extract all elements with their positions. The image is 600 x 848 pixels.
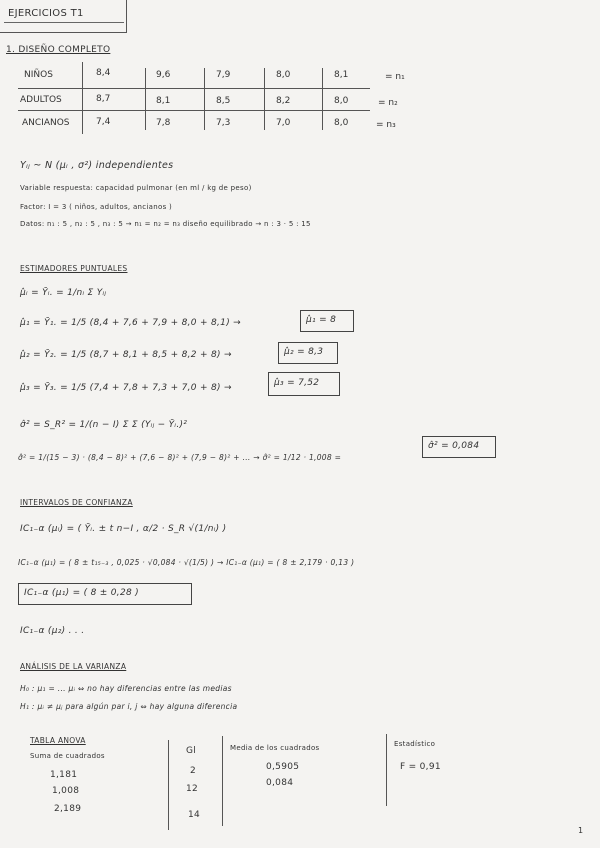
formula: μ̂ᵢ = Ȳᵢ. = 1/nᵢ Σ Yᵢⱼ — [20, 288, 107, 298]
table-rule — [82, 62, 83, 134]
formula: μ̂₁ = Ȳ₁. = 1/5 (8,4 + 7,6 + 7,9 + 8,0 + 8,1) → — [20, 318, 242, 328]
page-title: EJERCICIOS T1 — [8, 8, 84, 19]
table-cell: 8,0 — [276, 70, 291, 80]
table-rule — [264, 68, 265, 130]
table-cell: 8,2 — [276, 96, 291, 106]
result-value: μ̂₃ = 7,52 — [274, 378, 320, 388]
anova-cell: 1,008 — [52, 786, 80, 796]
table-cell: 9,6 — [156, 70, 171, 80]
model-line: Variable respuesta: capacidad pulmonar (en ml / kg de peso) — [20, 184, 252, 192]
row-label: ANCIANOS — [22, 118, 70, 128]
table-rule — [322, 68, 323, 130]
anova-cell: 0,5905 — [266, 762, 300, 772]
table-cell: 8,1 — [156, 96, 171, 106]
table-cell: 7,0 — [276, 118, 291, 128]
result-value: μ̂₁ = 8 — [306, 315, 337, 325]
anova-cell: 2 — [190, 766, 197, 776]
column-header: Gl — [186, 746, 197, 756]
model-line: Datos: n₁ : 5 , n₂ : 5 , n₃ : 5 → n₁ = n₂ = n₃ diseño equilibrado → n : 3 · 5 : 15 — [20, 220, 311, 228]
table-rule — [222, 736, 223, 826]
section-heading: 1. DISEÑO COMPLETO — [6, 45, 111, 55]
model-line: Yᵢⱼ ~ N (μᵢ , σ²) independientes — [20, 160, 174, 171]
row-tag: = n₁ — [385, 72, 405, 82]
table-rule — [18, 88, 370, 89]
row-label: NIÑOS — [24, 70, 53, 80]
anova-cell: 1,181 — [50, 770, 78, 780]
table-rule — [168, 740, 169, 830]
page-number: 1 — [578, 826, 584, 835]
anova-cell: 14 — [188, 810, 201, 820]
result-value: μ̂₂ = 8,3 — [284, 347, 324, 357]
formula: IC₁₋α (μᵢ) = ( Ȳᵢ. ± t n−I , α/2 · S_R √(1/nᵢ) ) — [20, 524, 227, 534]
hypothesis: H₁ : μᵢ ≠ μⱼ para algún par i, j ⇔ hay alguna diferencia — [20, 702, 238, 711]
table-rule — [386, 734, 387, 806]
table-title: TABLA ANOVA — [30, 736, 86, 745]
table-cell: 8,0 — [334, 96, 349, 106]
title-underline — [4, 22, 124, 23]
section-heading: ESTIMADORES PUNTUALES — [20, 264, 128, 273]
row-tag: = n₃ — [376, 120, 396, 130]
table-cell: 7,3 — [216, 118, 231, 128]
column-header: Estadístico — [394, 740, 436, 748]
formula: μ̂₃ = Ȳ₃. = 1/5 (7,4 + 7,8 + 7,3 + 7,0 + 8) → — [20, 383, 232, 393]
table-cell: 8,7 — [96, 94, 111, 104]
table-rule — [145, 68, 146, 130]
model-line: Factor: I = 3 ( niños, adultos, ancianos ) — [20, 203, 173, 211]
table-cell: 7,4 — [96, 117, 111, 127]
anova-cell: 12 — [186, 784, 199, 794]
table-rule — [18, 110, 370, 111]
section-heading: ANÁLISIS DE LA VARIANZA — [20, 662, 127, 671]
row-label: ADULTOS — [20, 95, 62, 105]
table-cell: 8,4 — [96, 68, 111, 78]
table-cell: 7,9 — [216, 70, 231, 80]
table-cell: 7,8 — [156, 118, 171, 128]
row-tag: = n₂ — [378, 98, 398, 108]
result-value: σ̂² = 0,084 — [428, 441, 480, 451]
table-cell: 8,0 — [334, 118, 349, 128]
anova-cell: F = 0,91 — [400, 762, 441, 772]
section-heading: INTERVALOS DE CONFIANZA — [20, 498, 133, 507]
formula: IC₁₋α (μ₂) . . . — [20, 626, 85, 636]
result-value: IC₁₋α (μ₁) = ( 8 ± 0,28 ) — [24, 588, 139, 598]
table-rule — [204, 68, 205, 130]
table-cell: 8,5 — [216, 96, 231, 106]
table-cell: 8,1 — [334, 70, 349, 80]
formula: μ̂₂ = Ȳ₂. = 1/5 (8,7 + 8,1 + 8,5 + 8,2 + 8) → — [20, 350, 232, 360]
column-header: Suma de cuadrados — [30, 752, 105, 760]
anova-cell: 0,084 — [266, 778, 294, 788]
anova-cell: 2,189 — [54, 804, 82, 814]
column-header: Media de los cuadrados — [230, 744, 320, 752]
formula: IC₁₋α (μ₁) = ( 8 ± t₁₅₋₃ , 0,025 · √0,084 · √(1/5) ) → IC₁₋α (μ₁) = ( 8 ± 2,179 · 0,13 ) — [18, 558, 355, 567]
formula: σ̂² = S_R² = 1/(n − I) Σ Σ (Yᵢⱼ − Ȳᵢ.)² — [20, 420, 188, 430]
formula: σ̂² = 1/(15 − 3) · (8,4 − 8)² + (7,6 − 8)² + (7,9 − 8)² + ... → σ̂² = 1/12 · 1,008 = — [18, 453, 342, 462]
hypothesis: H₀ : μ₁ = ... μᵢ ⇔ no hay diferencias entre las medias — [20, 684, 232, 693]
